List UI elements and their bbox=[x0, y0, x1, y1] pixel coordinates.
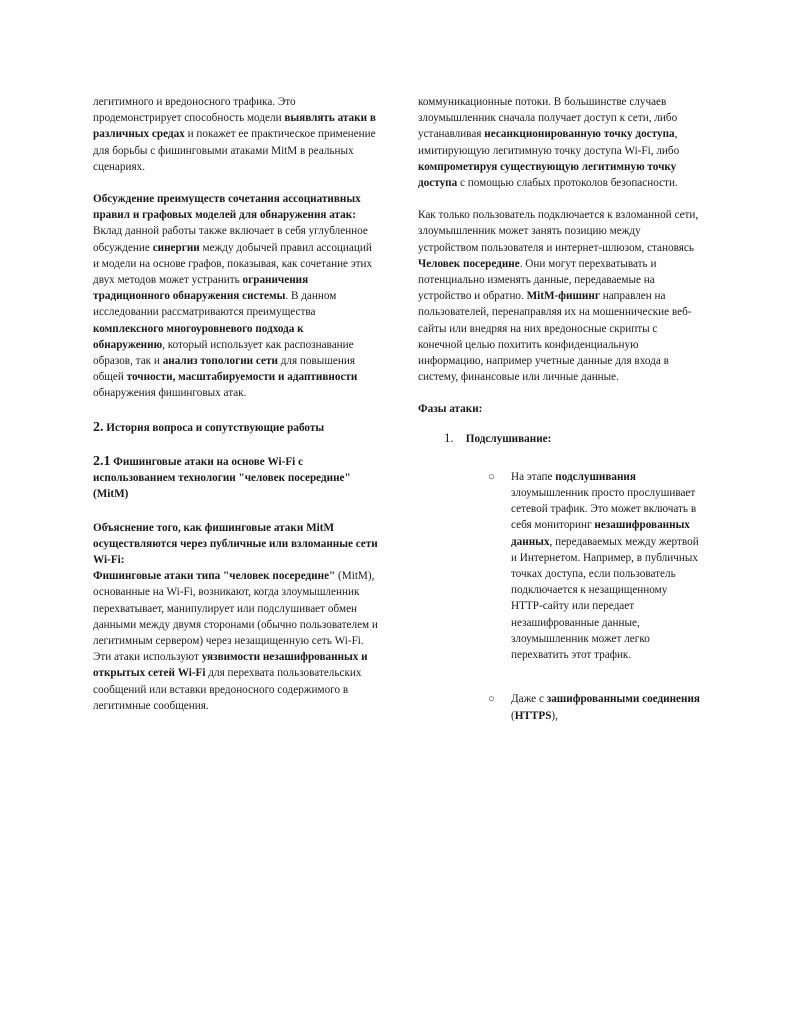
paragraph-access-point: коммуникационные потоки. В большинстве случаев злоумышленник сначала получает доступ к сети, либо устанавливая несанкционированную точку доступа, имитирующую легитимную точку доступа Wi-Fi, либо компрометируя существующую легитимную точку доступа с помощью слабых протоколов безопасности. bbox=[418, 96, 680, 190]
paragraph-mitm-explanation: Фишинговые атаки типа "человек посередине" (MitM), основанные на Wi-Fi, возникают, когда злоумышленник перехватывает, манипулирует или подслушивает обмен данными между двумя сторонами (обычно пользователем и легитимным сервером) через незащищенную сеть Wi-Fi. Эти атаки используют уязвимости незашифрованных и открытых сетей Wi-Fi для перехвата пользовательских сообщений или вставки вредоносного содержимого в легитимные сообщения. bbox=[93, 570, 378, 712]
heading-mitm-explanation: Объяснение того, как фишинговые атаки MitM осуществляются через публичные или взломанные сети Wi-Fi: bbox=[93, 521, 378, 567]
hollow-circle-bullet-icon: ○ bbox=[488, 470, 495, 483]
paragraph-intro-continuation: легитимного и вредоносного трафика. Это продемонстрирует способность модели выявлять атаки в различных средах и покажет ее практическое применение для борьбы с фишинговыми атаками MitM в реальных сценариях. bbox=[93, 96, 376, 173]
bullet-item-encrypted: ○ Даже с зашифрованными соединения (HTTPS), bbox=[488, 693, 700, 722]
paragraph-advantages: Вклад данной работы также включает в себя углубленное обсуждение синергии между добычей правил ассоциаций и модели на основе графов, показывая, как сочетание этих двух методов может устранить ограничения традиционного обнаружения системы. В данном исследовании рассматриваются преимущества комплексного многоуровневого подхода к обнаружению, который использует как распознавание образов, так и анализ топологии сети для повышения общей точности, масштабируемости и адаптивности обнаружения фишинговых атак. bbox=[93, 225, 373, 400]
paragraph-man-in-the-middle: Как только пользователь подключается к взломанной сети, злоумышленник может занять позицию между устройством пользователя и интернет-шлюзом, становясь Человек посередине. Они могут перехватывать и потенциально изменять данные, передаваемые на устройство и обратно. MitM-фишинг направлен на пользователей, перенаправляя их на мошеннические веб-сайты или внедряя на них вредоносные скрипты с конечной целью похитить конфиденциальную информацию, например учетные данные для входа в систему, финансовые или личные данные. bbox=[418, 209, 699, 384]
left-column bbox=[93, 94, 378, 714]
section-heading-2-1: 2.1 Фишинговые атаки на основе Wi-Fi с использованием технологии "человек посередине" (MitM) bbox=[93, 453, 351, 500]
section-heading-2: 2. История вопроса и сопутствующие работы bbox=[93, 419, 325, 435]
right-column bbox=[418, 94, 700, 724]
bullet-item-eavesdropping: ○ На этапе подслушивания злоумышленник просто прослушивает сетевой трафик. Это может включать в себя мониторинг незашифрованных данных, передаваемых между жертвой и Интернетом. Например, в публичных точках доступа, если пользователь подключается к незащищенному HTTP-сайту или передает незашифрованные данные, злоумышленник может легко перехватить этот трафик. bbox=[488, 470, 699, 662]
heading-attack-phases: Фазы атаки: bbox=[418, 403, 483, 416]
phase-item-eavesdropping: 1. Подслушивание: bbox=[444, 429, 552, 445]
hollow-circle-bullet-icon: ○ bbox=[488, 693, 495, 706]
heading-advantages: Обсуждение преимуществ сочетания ассоциативных правил и графовых моделей для обнаружения атак: bbox=[93, 193, 361, 222]
